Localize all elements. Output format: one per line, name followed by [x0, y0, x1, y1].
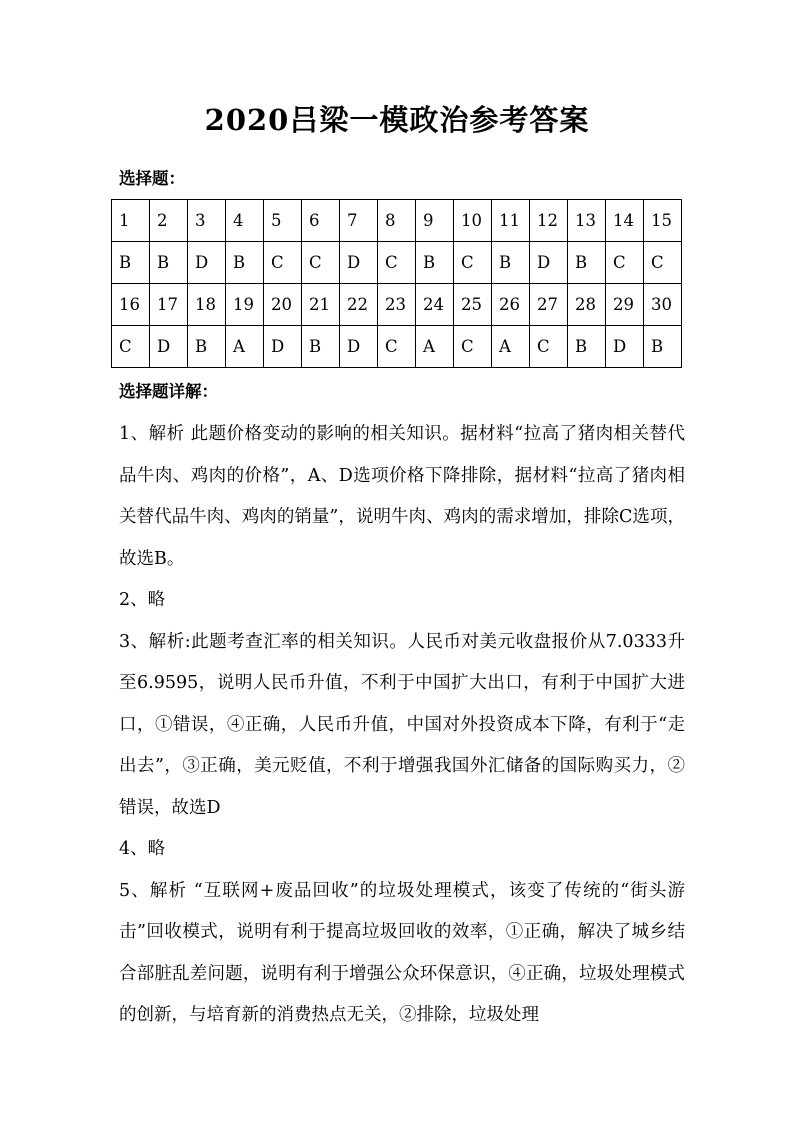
answer-cell: D — [340, 326, 378, 368]
question-number-cell: 7 — [340, 200, 378, 242]
question-number-cell: 19 — [226, 284, 264, 326]
answer-cell: C — [606, 242, 644, 284]
question-number-cell: 15 — [644, 200, 682, 242]
question-number-cell: 2 — [150, 200, 188, 242]
answer-cell: C — [378, 326, 416, 368]
answer-cell: C — [302, 242, 340, 284]
section-label-choice: 选择题： — [119, 169, 185, 188]
table-row — [112, 284, 682, 326]
question-number-cell: 23 — [378, 284, 416, 326]
paragraph-q5: 5、解析 “互联网+废品回收”的垃圾处理模式，该变了传统的“街头游击”回收模式，说明有利于提高垃圾回收的效率，①正确，解决了城乡结合部脏乱差问题，说明有利于增强公众环保意识，④正确，垃圾处理模式的创新，与培育新的消费热点无关，②排除，垃圾处理 — [119, 880, 685, 1025]
question-number-cell: 17 — [150, 284, 188, 326]
question-number-cell: 30 — [644, 284, 682, 326]
answer-cell: B — [226, 242, 264, 284]
paragraph-q2: 2、略 — [119, 590, 166, 610]
question-number-cell: 22 — [340, 284, 378, 326]
answer-cell: B — [150, 242, 188, 284]
explanation-body — [119, 414, 685, 1037]
question-number-cell: 8 — [378, 200, 416, 242]
answer-cell: B — [644, 326, 682, 368]
answer-cell: D — [340, 242, 378, 284]
answer-cell: A — [492, 326, 530, 368]
question-number-cell: 14 — [606, 200, 644, 242]
table-row — [112, 200, 682, 242]
answer-cell: A — [226, 326, 264, 368]
answer-cell: B — [188, 326, 226, 368]
answer-cell: B — [112, 242, 150, 284]
answer-cell: C — [112, 326, 150, 368]
answer-cell: D — [530, 242, 568, 284]
question-number-cell: 26 — [492, 284, 530, 326]
answer-cell: B — [302, 326, 340, 368]
paragraph-q3: 3、解析:此题考查汇率的相关知识。人民币对美元收盘报价从7.0333升至6.9595，说明人民币升值，不利于中国扩大出口，有利于中国扩大进口，①错误，④正确，人民币升值，中国对外投资成本下降，有利于“走出去”，③正确，美元贬值，不利于增强我国外汇储备的国际购买力，②错误，故选D — [119, 631, 685, 818]
question-number-cell: 21 — [302, 284, 340, 326]
answer-cell: B — [568, 326, 606, 368]
answer-cell: D — [606, 326, 644, 368]
table-row — [112, 326, 682, 368]
question-number-cell: 27 — [530, 284, 568, 326]
answer-cell: C — [454, 242, 492, 284]
paragraph-q1: 1、解析 此题价格变动的影响的相关知识。据材料“拉高了猪肉相关替代品牛肉、鸡肉的价格”，A、D选项价格下降排除，据材料“拉高了猪肉相关替代品牛肉、鸡肉的销量”，说明牛肉、鸡肉的需求增加，排除C选项，故选B。 — [119, 424, 685, 569]
question-number-cell: 28 — [568, 284, 606, 326]
answer-cell: C — [530, 326, 568, 368]
question-number-cell: 13 — [568, 200, 606, 242]
question-number-cell: 9 — [416, 200, 454, 242]
question-number-cell: 6 — [302, 200, 340, 242]
answer-cell: D — [150, 326, 188, 368]
table-row — [112, 242, 682, 284]
question-number-cell: 12 — [530, 200, 568, 242]
answer-cell: D — [264, 326, 302, 368]
document-title: 2020吕梁一模政治参考答案 — [204, 103, 590, 137]
answer-cell: B — [416, 242, 454, 284]
answer-cell: B — [568, 242, 606, 284]
answer-cell: A — [416, 326, 454, 368]
answer-cell: C — [644, 242, 682, 284]
question-number-cell: 10 — [454, 200, 492, 242]
answer-cell: C — [378, 242, 416, 284]
section-label-detail: 选择题详解： — [119, 382, 218, 401]
question-number-cell: 20 — [264, 284, 302, 326]
question-number-cell: 24 — [416, 284, 454, 326]
question-number-cell: 4 — [226, 200, 264, 242]
question-number-cell: 25 — [454, 284, 492, 326]
answer-cell: C — [264, 242, 302, 284]
paragraph-q4: 4、略 — [119, 839, 166, 859]
question-number-cell: 1 — [112, 200, 150, 242]
answer-cell: C — [454, 326, 492, 368]
answer-cell: D — [188, 242, 226, 284]
question-number-cell: 3 — [188, 200, 226, 242]
answer-cell: B — [492, 242, 530, 284]
question-number-cell: 5 — [264, 200, 302, 242]
question-number-cell: 18 — [188, 284, 226, 326]
question-number-cell: 11 — [492, 200, 530, 242]
answer-table — [111, 199, 682, 368]
question-number-cell: 29 — [606, 284, 644, 326]
question-number-cell: 16 — [112, 284, 150, 326]
